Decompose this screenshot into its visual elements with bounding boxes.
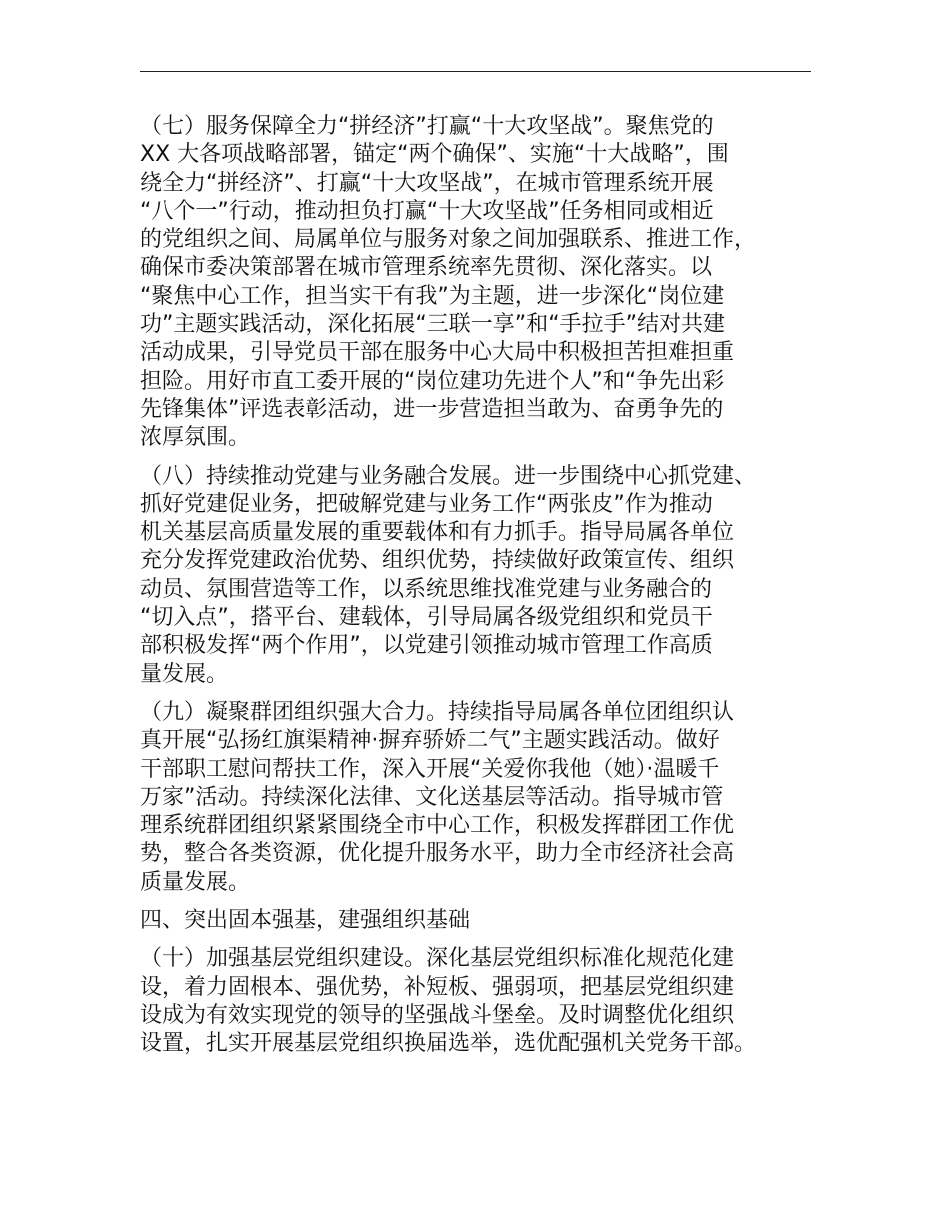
text-line: 理系统群团组织紧紧围绕全市中心工作，积极发挥群团工作优 bbox=[140, 813, 735, 839]
heading-line: 四、突出固本强基，建强组织基础 bbox=[140, 908, 471, 934]
text-line: 干部职工慰问帮扶工作，深入开展“关爱你我他（她）·温暖千 bbox=[140, 756, 720, 782]
text-line: 万家”活动。持续深化法律、文化送基层等活动。指导城市管 bbox=[140, 784, 724, 810]
section-heading-4 bbox=[140, 907, 840, 935]
text-line: 设成为有效实现党的领导的坚强战斗堡垒。及时调整优化组织 bbox=[140, 1002, 735, 1028]
text-line: “八个一”行动，推动担负打赢“十大攻坚战”任务相同或相近 bbox=[140, 198, 714, 224]
text-line: 的党组织之间、局属单位与服务对象之间加强联系、推进工作， bbox=[140, 227, 757, 253]
text-line: 质量发展。 bbox=[140, 869, 251, 895]
paragraph-section-7 bbox=[140, 113, 840, 453]
text-line: 绕全力“拼经济”、打赢“十大攻坚战”，在城市管理系统开展 bbox=[140, 170, 714, 196]
text-line: 设置，扎实开展基层党组织换届选举，选优配强机关党务干部。 bbox=[140, 1031, 757, 1057]
text-line: XX 大各项战略部署，锚定“两个确保”、实施“十大战略”，围 bbox=[140, 142, 729, 168]
text-line: 确保市委决策部署在城市管理系统率先贯彻、深化落实。以 bbox=[140, 255, 713, 281]
text-line: 功”主题实践活动，深化拓展“三联一享”和“手拉手”结对共建 bbox=[140, 312, 725, 338]
text-line: 充分发挥党建政治优势、组织优势，持续做好政策宣传、组织 bbox=[140, 548, 735, 574]
text-line: 担险。用好市直工委开展的“岗位建功先进个人”和“争先出彩 bbox=[140, 368, 725, 394]
text-line: 抓好党建促业务，把破解党建与业务工作“两张皮”作为推动 bbox=[140, 491, 713, 517]
text-line: 真开展“弘扬红旗渠精神·摒弃骄娇二气”主题实践活动。做好 bbox=[140, 728, 720, 754]
text-line: （十）加强基层党组织建设。深化基层党组织标准化规范化建 bbox=[140, 946, 735, 972]
paragraph-section-8 bbox=[140, 463, 840, 689]
text-line: （八）持续推动党建与业务融合发展。进一步围绕中心抓党建、 bbox=[140, 463, 757, 489]
text-line: 势，整合各类资源，优化提升服务水平，助力全市经济社会高 bbox=[140, 841, 735, 867]
text-line: 浓厚氛围。 bbox=[140, 425, 251, 451]
text-line: 机关基层高质量发展的重要载体和有力抓手。指导局属各单位 bbox=[140, 520, 735, 546]
text-line: 动员、氛围营造等工作，以系统思维找准党建与业务融合的 bbox=[140, 576, 713, 602]
paragraph-section-9 bbox=[140, 699, 840, 897]
text-line: （七）服务保障全力“拼经济”打赢“十大攻坚战”。聚焦党的 bbox=[140, 114, 714, 139]
header-rule bbox=[140, 71, 811, 72]
text-line: “切入点”，搭平台、建载体，引导局属各级党组织和党员干 bbox=[140, 605, 713, 631]
text-line: 量发展。 bbox=[140, 661, 229, 687]
text-line: （九）凝聚群团组织强大合力。持续指导局属各单位团组织认 bbox=[140, 699, 735, 725]
text-line: 部积极发挥“两个作用”，以党建引领推动城市管理工作高质 bbox=[140, 633, 713, 659]
text-line: 先锋集体”评选表彰活动，进一步营造担当敢为、奋勇争先的 bbox=[140, 396, 724, 422]
document-body bbox=[140, 113, 840, 1069]
text-line: 活动成果，引导党员干部在服务中心大局中积极担苦担难担重 bbox=[140, 340, 735, 366]
text-line: “聚焦中心工作，担当实干有我”为主题，进一步深化“岗位建 bbox=[140, 283, 725, 309]
paragraph-section-10 bbox=[140, 945, 840, 1058]
text-line: 设，着力固根本、强优势，补短板、强弱项，把基层党组织建 bbox=[140, 974, 735, 1000]
